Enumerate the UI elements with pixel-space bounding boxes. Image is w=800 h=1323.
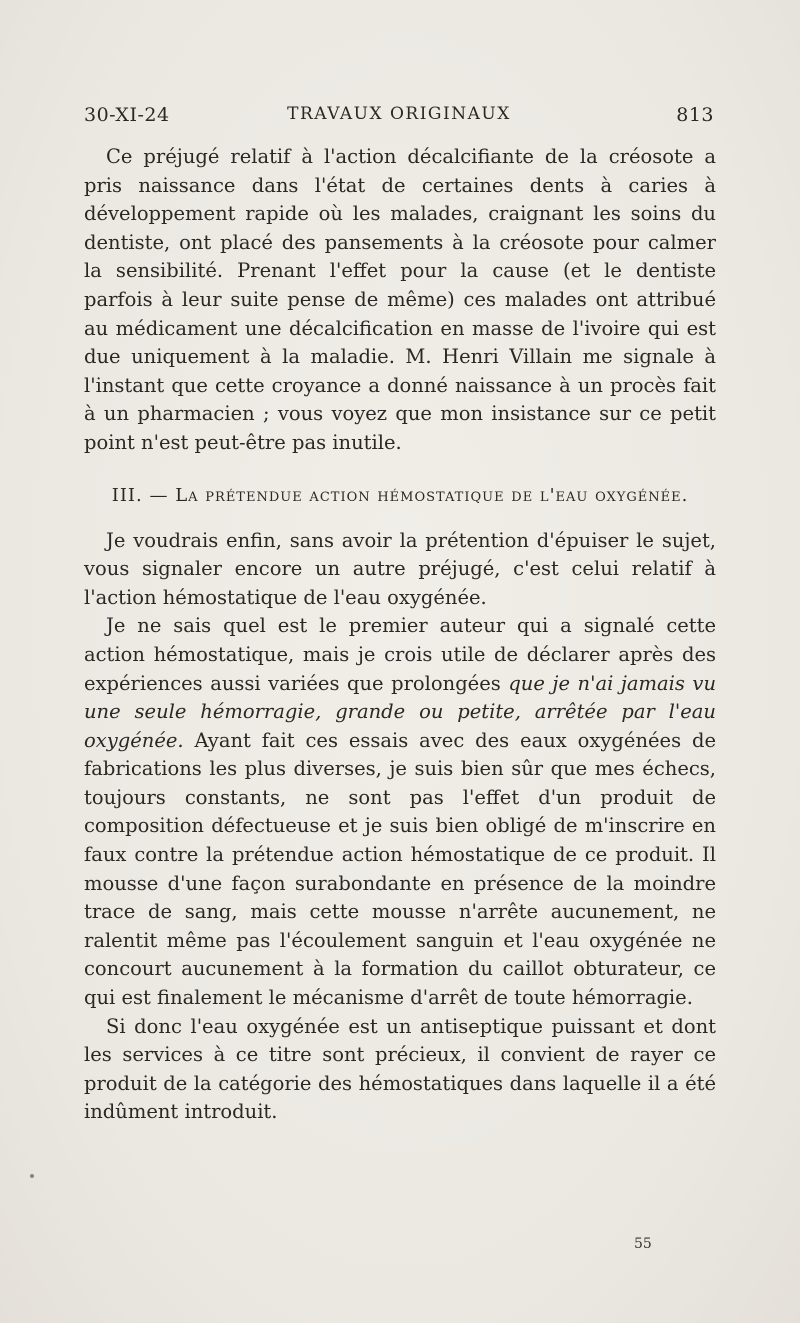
paragraph-conclusion: Si donc l'eau oxygénée est un antiseptique puissant et dont les services à ce titre sont précieux, il convient de rayer ce produit de la catégorie des hémostatiques dans laquelle il a été indûment introduit.: [84, 1014, 716, 1124]
paper-speck: [30, 1174, 34, 1178]
header-date: 30-XI-24: [84, 104, 170, 126]
section-number: III. —: [111, 484, 169, 506]
section-heading: [84, 482, 716, 510]
paragraph-experiments-italic: que je n'ai jamais vu une seule hémorragie, grande ou petite, arrêtée par l'eau oxygénée.: [84, 671, 716, 752]
header-section-title: TRAVAUX ORIGINAUX: [287, 104, 511, 124]
header-page-number: 813: [676, 104, 714, 126]
section-title: La prétendue action hémostatique de l'eau oxygénée.: [175, 484, 689, 506]
paragraph-experiments: [84, 612, 716, 1012]
paragraph-intro-prejudice: Je voudrais enfin, sans avoir la prétention d'épuiser le sujet, vous signaler encore un autre préjugé, c'est celui relatif à l'action hémostatique de l'eau oxygénée.: [84, 528, 716, 609]
paragraph-experiments-start: Je ne sais quel est le premier auteur qui a signalé cette action hémostatique, mais je crois utile de déclarer après des expériences aussi variées que prolongées: [84, 614, 716, 695]
paragraph-experiments-end: Ayant fait ces essais avec des eaux oxygénées de fabrications les plus diverses, je suis bien sûr que mes échecs, toujours constants, ne sont pas l'effet d'un produit de composition défectueuse et je suis bien obligé de m'inscrire en faux contre la prétendue action hémostatique de ce produit. Il mousse d'une façon surabondante en présence de la moindre trace de sang, mais cette mousse n'arrête aucunement, ne ralentit même pas l'écoulement sanguin et l'eau oxygénée ne concourt aucunement à la formation du caillot obturateur, ce qui est finalement le mécanisme d'arrêt de toute hémorragie.: [84, 728, 716, 1010]
body-text: [84, 143, 716, 1127]
running-header: [84, 104, 714, 134]
signature-mark: 55: [634, 1236, 652, 1252]
paragraph-creosote: Ce préjugé relatif à l'action décalcifiante de la créosote a pris naissance dans l'état de certaines dents à caries à développement rapide où les malades, craignant les soins du dentiste, ont placé des pansements à la créosote pour calmer la sensibilité. Prenant l'effet pour la cause (et le dentiste parfois à leur suite pense de même) ces malades ont attribué au médicament une décalcification en masse de l'ivoire qui est due uniquement à la maladie. M. Henri Villain me signale à l'instant que cette croyance a donné naissance à un procès fait à un pharmacien ; vous voyez que mon insistance sur ce petit point n'est peut-être pas inutile.: [84, 145, 716, 454]
